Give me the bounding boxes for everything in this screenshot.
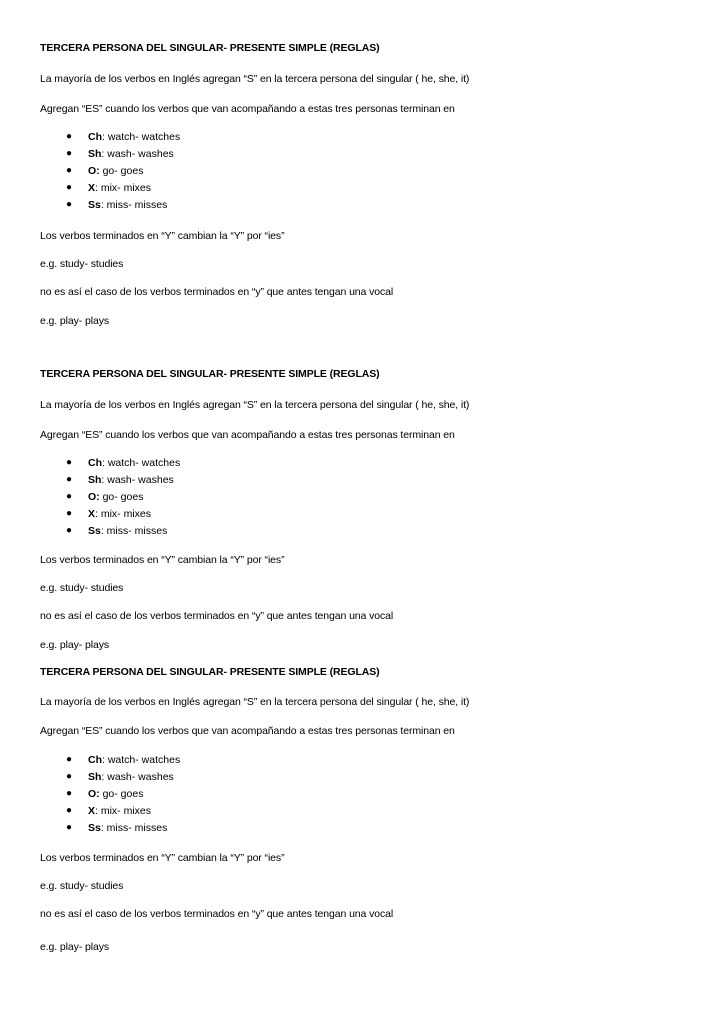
bullet-icon: ● <box>66 805 73 816</box>
ending-example: : wash- washes <box>101 771 174 783</box>
section-title: TERCERA PERSONA DEL SINGULAR- PRESENTE SIMPLE (REGLAS) <box>40 368 380 380</box>
ending-key: Ch <box>88 131 102 143</box>
ending-example: : wash- washes <box>101 148 174 160</box>
bullet-icon: ● <box>66 771 73 782</box>
ending-example: : watch- watches <box>102 754 181 766</box>
ending-key: X <box>88 182 96 194</box>
ending-example: : miss- misses <box>100 525 168 537</box>
bullet-icon: ● <box>66 457 73 468</box>
bullet-icon: ● <box>66 182 73 193</box>
bullet-icon: ● <box>66 148 73 159</box>
bullet-icon: ● <box>66 491 73 502</box>
ending-key: O: <box>88 165 100 177</box>
ending-example: : miss- misses <box>100 199 168 211</box>
ending-example: : wash- washes <box>101 474 174 486</box>
example-study: e.g. study- studies <box>40 880 124 892</box>
bullet-icon: ● <box>66 199 73 210</box>
ending-example: go- goes <box>99 788 144 800</box>
bullet-icon: ● <box>66 788 73 799</box>
rule-y-paragraph: Los verbos terminados en “Y” cambian la “Y” por “ies” <box>40 852 285 864</box>
example-play: e.g. play- plays <box>40 639 110 651</box>
rule-vowel-y-paragraph: no es así el caso de los verbos terminados en “y” que antes tengan una vocal <box>40 908 394 920</box>
ending-key: Ch <box>88 457 102 469</box>
bullet-icon: ● <box>66 131 73 142</box>
ending-example: : watch- watches <box>102 131 181 143</box>
ending-example: : mix- mixes <box>95 508 152 520</box>
example-study: e.g. study- studies <box>40 258 124 270</box>
ending-key: Ss <box>88 822 101 834</box>
ending-key: Ch <box>88 754 102 766</box>
ending-key: Ss <box>88 525 101 537</box>
bullet-icon: ● <box>66 508 73 519</box>
rule-y-paragraph: Los verbos terminados en “Y” cambian la “Y” por “ies” <box>40 230 285 242</box>
bullet-icon: ● <box>66 754 73 765</box>
ending-key: Ss <box>88 199 101 211</box>
bullet-icon: ● <box>66 525 73 536</box>
bullet-icon: ● <box>66 822 73 833</box>
rule-s-paragraph: La mayoría de los verbos en Inglés agregan “S” en la tercera persona del singular ( he, she, it) <box>40 696 470 708</box>
rule-es-paragraph: Agregan “ES” cuando los verbos que van acompañando a estas tres personas terminan en <box>40 429 455 441</box>
example-study: e.g. study- studies <box>40 582 124 594</box>
ending-example: : mix- mixes <box>95 805 152 817</box>
bullet-icon: ● <box>66 165 73 176</box>
example-play: e.g. play- plays <box>40 941 110 953</box>
rule-y-paragraph: Los verbos terminados en “Y” cambian la “Y” por “ies” <box>40 554 285 566</box>
rule-es-paragraph: Agregan “ES” cuando los verbos que van acompañando a estas tres personas terminan en <box>40 725 455 737</box>
ending-key: O: <box>88 491 100 503</box>
ending-key: Sh <box>88 771 102 783</box>
ending-key: O: <box>88 788 100 800</box>
rule-es-paragraph: Agregan “ES” cuando los verbos que van acompañando a estas tres personas terminan en <box>40 103 455 115</box>
ending-example: go- goes <box>99 491 144 503</box>
bullet-icon: ● <box>66 474 73 485</box>
ending-key: X <box>88 508 96 520</box>
ending-example: : miss- misses <box>100 822 168 834</box>
example-play: e.g. play- plays <box>40 315 110 327</box>
rule-vowel-y-paragraph: no es así el caso de los verbos terminados en “y” que antes tengan una vocal <box>40 286 394 298</box>
section-title: TERCERA PERSONA DEL SINGULAR- PRESENTE SIMPLE (REGLAS) <box>40 666 380 678</box>
ending-key: X <box>88 805 96 817</box>
section-title: TERCERA PERSONA DEL SINGULAR- PRESENTE SIMPLE (REGLAS) <box>40 42 380 54</box>
ending-key: Sh <box>88 474 102 486</box>
rule-s-paragraph: La mayoría de los verbos en Inglés agregan “S” en la tercera persona del singular ( he, she, it) <box>40 399 470 411</box>
ending-example: go- goes <box>99 165 144 177</box>
ending-example: : watch- watches <box>102 457 181 469</box>
rule-s-paragraph: La mayoría de los verbos en Inglés agregan “S” en la tercera persona del singular ( he, she, it) <box>40 73 470 85</box>
rule-vowel-y-paragraph: no es así el caso de los verbos terminados en “y” que antes tengan una vocal <box>40 610 394 622</box>
ending-example: : mix- mixes <box>95 182 152 194</box>
ending-key: Sh <box>88 148 102 160</box>
